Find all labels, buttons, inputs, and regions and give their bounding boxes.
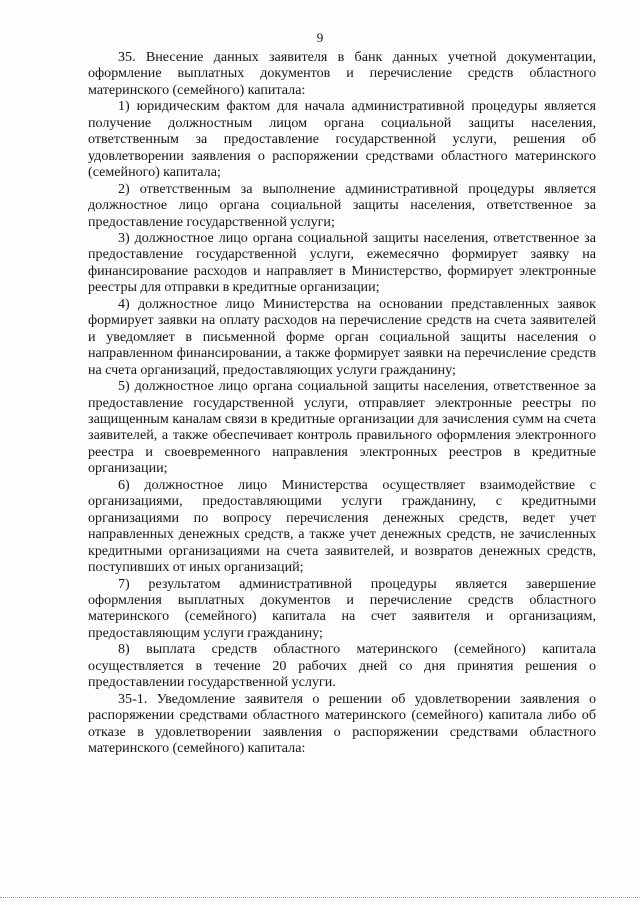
document-body: [88, 49, 596, 756]
section-35-item-4: 4) должностное лицо Министерства на основании представленных заявок формирует заявки на оплату расходов на перечисление средств на счета заявителей и уведомляет в письменной форме орган социальной защиты населения о направленном финансировании, а также формирует заявки на перечисление средств на счета организаций, предоставляющих услуги гражданину;: [88, 295, 596, 378]
section-35-item-7: 7) результатом административной процедуры является завершение оформления выплатных документов и перечисление средств областного материнского (семейного) капитала на счет заявителя и организациям, предоставляющим услуги гражданину;: [88, 575, 596, 641]
section-35-1-heading: 35-1. Уведомление заявителя о решении об удовлетворении заявления о распоряжении средствами областного материнского (семейного) капитала либо об отказе в удовлетворении заявления о распоряжении средствами областного материнского (семейного) капитала:: [88, 690, 596, 757]
section-35-item-3: 3) должностное лицо органа социальной защиты населения, ответственное за предоставление государственной услуги, ежемесячно формирует заявку на финансирование расходов и направляет в Министерство, формирует электронные реестры для отправки в кредитные организации;: [88, 229, 596, 296]
section-35-heading: 35. Внесение данных заявителя в банк данных учетной документации, оформление выплатных документов и перечисление средств областного материнского (семейного) капитала:: [88, 49, 596, 98]
section-35-item-2: 2) ответственным за выполнение административной процедуры является должностное лицо органа социальной защиты населения, ответственное за предоставление государственной услуги;: [88, 180, 596, 230]
page-number: 9: [316, 30, 324, 45]
scan-edge-divider: [0, 897, 640, 899]
section-35-item-1: 1) юридическим фактом для начала административной процедуры является получение должностным лицом органа социальной защиты населения, ответственным за предоставление государственной услуги, решения об удовлетворении заявления о распоряжении средствами областного материнского (семейного) капитала;: [88, 98, 596, 181]
section-35-item-8: 8) выплата средств областного материнского (семейного) капитала осуществляется в течение 20 рабочих дней со дня принятия решения о предоставлении государственной услуги.: [88, 641, 596, 691]
section-35-item-6: 6) должностное лицо Министерства осуществляет взаимодействие с организациями, предоставляющими услуги гражданину, с кредитными организациями по вопросу перечисления денежных средств, ведет учет направленных денежных средств, а также учет денежных средств, не зачисленных кредитными организациями на счета заявителей, и возвратов денежных средств, поступивших от иных организаций;: [88, 476, 596, 576]
section-35-item-5: 5) должностное лицо органа социальной защиты населения, ответственное за предоставление государственной услуги, отправляет электронные реестры по защищенным каналам связи в кредитные организации для зачисления сумм на счета заявителей, а также обеспечивает контроль правильного оформления электронного реестра и своевременного направления электронных реестров в кредитные организации;: [88, 378, 596, 477]
